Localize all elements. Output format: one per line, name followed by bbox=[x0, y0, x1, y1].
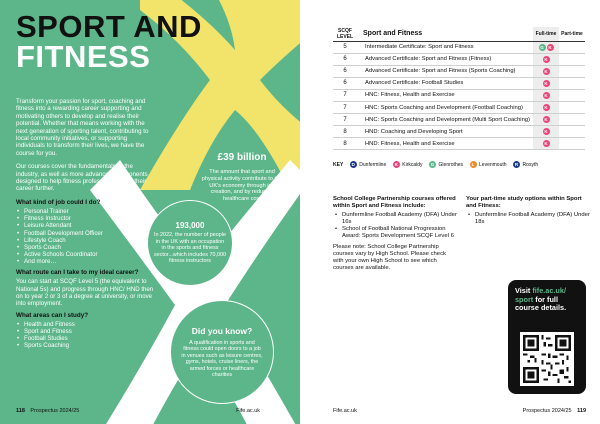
key-item bbox=[392, 161, 422, 168]
row-subject: HNC: Sports Coaching and Development (Football Coaching) bbox=[357, 101, 533, 113]
row-subject: HND: Coaching and Developing Sport bbox=[357, 126, 533, 138]
row-parttime bbox=[559, 114, 585, 126]
list-item: • And more… bbox=[16, 258, 154, 265]
table-row bbox=[333, 77, 585, 89]
intro-paragraph-2: Our courses cover the fundamentals of the industry, as well as more advanced components designed to help fitness professionals take their career further. bbox=[16, 163, 148, 193]
key-badge: D bbox=[351, 162, 355, 167]
key-item bbox=[349, 161, 386, 168]
key-campus-name: Rosyth bbox=[522, 161, 539, 168]
table-row bbox=[333, 101, 585, 113]
key-item bbox=[513, 161, 539, 168]
list-item: • Fitness Instructor bbox=[16, 215, 154, 222]
campus-badge: K bbox=[544, 92, 548, 98]
key-badge: L bbox=[470, 161, 477, 168]
campus-key bbox=[333, 161, 544, 168]
list-item: • Health and Fitness bbox=[16, 321, 154, 328]
row-parttime bbox=[559, 53, 585, 65]
route-heading: What route can I take to my ideal career? bbox=[16, 269, 139, 277]
key-campus-name: Dunfermline bbox=[359, 161, 387, 168]
course-rows bbox=[333, 41, 585, 150]
row-parttime bbox=[559, 77, 585, 89]
row-level: 8 bbox=[333, 138, 357, 150]
fact-circle-193000 bbox=[147, 200, 233, 286]
campus-badge: K bbox=[544, 141, 548, 147]
row-level: 5 bbox=[333, 41, 357, 53]
row-subject: Advanced Certificate: Sport and Fitness (Sports Coaching) bbox=[357, 65, 533, 77]
campus-badge: K bbox=[544, 56, 548, 62]
row-level: 6 bbox=[333, 77, 357, 89]
right-footer bbox=[523, 408, 586, 414]
table-row bbox=[333, 114, 585, 126]
table-row bbox=[333, 89, 585, 101]
table-row bbox=[333, 138, 585, 150]
row-fulltime bbox=[533, 41, 559, 53]
key-campus-name: Levenmouth bbox=[479, 161, 507, 168]
list-item: • Dunfermline Football Academy (DFA) Under 16s bbox=[333, 212, 457, 226]
key-item bbox=[469, 161, 507, 168]
row-fulltime bbox=[533, 138, 559, 150]
parttime-column bbox=[466, 196, 590, 230]
visit-url[interactable]: fife.ac.uk/ sport bbox=[515, 286, 566, 304]
col-fulltime: Full-time bbox=[533, 27, 559, 41]
areas-list bbox=[16, 321, 154, 349]
row-subject: Advanced Certificate: Sport and Fitness (Fitness) bbox=[357, 53, 533, 65]
fact-1-text: The amount that sport and physical activity contribute to the UK's economy through job creation, and by reducing healthcare cost bbox=[201, 169, 283, 203]
list-item: • Sports Coach bbox=[16, 244, 154, 251]
list-item: • Sport and Fitness bbox=[16, 328, 154, 335]
visit-text-3: for full course details. bbox=[515, 294, 567, 313]
jobs-heading: What kind of job could I do? bbox=[16, 198, 101, 206]
intro-paragraph-1: Transform your passion for sport, coaching and fitness into a rewarding career supporting and motivating others to develop and realise their potential. Whether that means working with the next generation of sporting talent, contributing to local community initiatives, or supporting individuals to transform their lives, we have the course for you. bbox=[16, 98, 149, 157]
campus-badge: K bbox=[544, 68, 548, 74]
row-parttime bbox=[559, 89, 585, 101]
qr-code-icon[interactable] bbox=[520, 332, 574, 386]
row-fulltime bbox=[533, 101, 559, 113]
page-title bbox=[16, 9, 202, 74]
col-subject: Sport and Fitness bbox=[357, 27, 533, 41]
areas-heading: What areas can I study? bbox=[16, 311, 89, 319]
row-fulltime bbox=[533, 126, 559, 138]
fact-3-heading: Did you know? bbox=[191, 325, 253, 336]
route-text: You can start at SCQF Level 5 (the equivalent to National 5s) and progress through HNC/ HND then on to year 2 or 3 of a degree at university, or move into employment. bbox=[16, 278, 154, 308]
list-item: • Sports Coaching bbox=[16, 342, 154, 349]
list-item: • School of Football National Progression Award: Sports Development SCQF Level 6 bbox=[333, 226, 457, 240]
key-badge: R bbox=[514, 162, 519, 167]
fact-2-value: 193,000 bbox=[175, 221, 205, 231]
list-item: • Lifestyle Coach bbox=[16, 237, 154, 244]
list-item: • Active Schools Coordinator bbox=[16, 251, 154, 258]
row-parttime bbox=[559, 101, 585, 113]
table-row bbox=[333, 53, 585, 65]
partnership-column bbox=[333, 196, 457, 272]
fact-circle-did-you-know bbox=[170, 300, 274, 404]
row-subject: HNC: Fitness, Health and Exercise bbox=[357, 89, 533, 101]
list-item: • Personal Trainer bbox=[16, 208, 154, 215]
parttime-heading: Your part-time study options within Sport and Fitness: bbox=[466, 196, 582, 209]
visit-text bbox=[515, 287, 579, 313]
partnership-note: Please note: School College Partnership courses vary by High School. Please check with your own High School to see which courses are available. bbox=[333, 244, 446, 271]
partnership-list bbox=[333, 212, 457, 240]
campus-badge: K bbox=[548, 44, 552, 50]
row-level: 6 bbox=[333, 53, 357, 65]
left-footer-url[interactable]: Fife.ac.uk bbox=[236, 408, 260, 414]
campus-badge: K bbox=[544, 105, 548, 110]
campus-badge: K bbox=[544, 80, 548, 86]
list-item: • Football Development Officer bbox=[16, 230, 154, 237]
fact-2-text: In 2022, the number of people in the UK with an occupation in the sports and fitness sector...which includes 70,000 fitness instructors bbox=[154, 232, 226, 265]
list-item: • Leisure Attendant bbox=[16, 222, 154, 229]
row-subject: Intermediate Certificate: Sport and Fitness bbox=[357, 41, 533, 53]
row-fulltime bbox=[533, 114, 559, 126]
list-item: • Football Studies bbox=[16, 335, 154, 342]
left-footer bbox=[16, 408, 79, 414]
right-footer-url[interactable]: Fife.ac.uk bbox=[333, 408, 357, 414]
row-fulltime bbox=[533, 89, 559, 101]
key-label: KEY bbox=[333, 161, 344, 168]
col-level: SCQF LEVEL bbox=[333, 27, 357, 41]
table-row bbox=[333, 65, 585, 77]
row-level: 7 bbox=[333, 114, 357, 126]
col-parttime: Part-time bbox=[559, 27, 585, 41]
row-subject: HNC: Sports Coaching and Development (Multi Sport Coaching) bbox=[357, 114, 533, 126]
partnership-heading: School College Partnership courses offered within Sport and Fitness include: bbox=[333, 196, 456, 209]
row-level: 7 bbox=[333, 101, 357, 113]
row-fulltime bbox=[533, 65, 559, 77]
table-row bbox=[333, 126, 585, 138]
fact-1-value: £39 billion bbox=[217, 152, 267, 163]
intro-column bbox=[16, 98, 154, 353]
left-prospectus-label: Prospectus 2024/25 bbox=[30, 408, 80, 414]
fact-3-text: A qualification in sports and fitness could open doors to a job in venues such as leisure centres, gyms, hotels, cruise liners, the armed forces or healthcare charities bbox=[181, 339, 263, 378]
key-badge: K bbox=[394, 162, 398, 167]
jobs-list bbox=[16, 208, 154, 265]
list-item: • Dunfermline Football Academy (DFA) Under 18s bbox=[466, 212, 590, 226]
row-level: 6 bbox=[333, 65, 357, 77]
row-parttime bbox=[559, 138, 585, 150]
visit-card[interactable] bbox=[508, 280, 586, 394]
key-campus-name: Kirkcaldy bbox=[402, 161, 423, 168]
visit-text-1: Visit bbox=[515, 286, 533, 295]
qr-code-graphic bbox=[523, 335, 571, 383]
key-badge: G bbox=[430, 162, 435, 167]
row-fulltime bbox=[533, 77, 559, 89]
table-row bbox=[333, 41, 585, 53]
campus-badge: G bbox=[540, 44, 544, 50]
key-campus-name: Glenrothes bbox=[438, 161, 464, 168]
campus-badge: K bbox=[544, 117, 548, 123]
parttime-list bbox=[466, 212, 590, 226]
left-page-number: 118 bbox=[16, 408, 25, 414]
key-item bbox=[429, 161, 463, 168]
row-subject: Advanced Certificate: Football Studies bbox=[357, 77, 533, 89]
campus-badge: K bbox=[544, 129, 548, 135]
right-page-number: 119 bbox=[577, 408, 586, 414]
row-level: 7 bbox=[333, 89, 357, 101]
key-items bbox=[349, 161, 544, 168]
right-prospectus-label: Prospectus 2024/25 bbox=[522, 408, 572, 414]
course-table bbox=[333, 27, 585, 150]
row-subject: HND: Fitness, Health and Exercise bbox=[357, 138, 533, 150]
row-parttime bbox=[559, 41, 585, 53]
row-parttime bbox=[559, 126, 585, 138]
row-parttime bbox=[559, 65, 585, 77]
row-fulltime bbox=[533, 53, 559, 65]
row-level: 8 bbox=[333, 126, 357, 138]
title-line-1: SPORT AND bbox=[16, 9, 202, 44]
title-line-2: FITNESS bbox=[16, 39, 151, 74]
